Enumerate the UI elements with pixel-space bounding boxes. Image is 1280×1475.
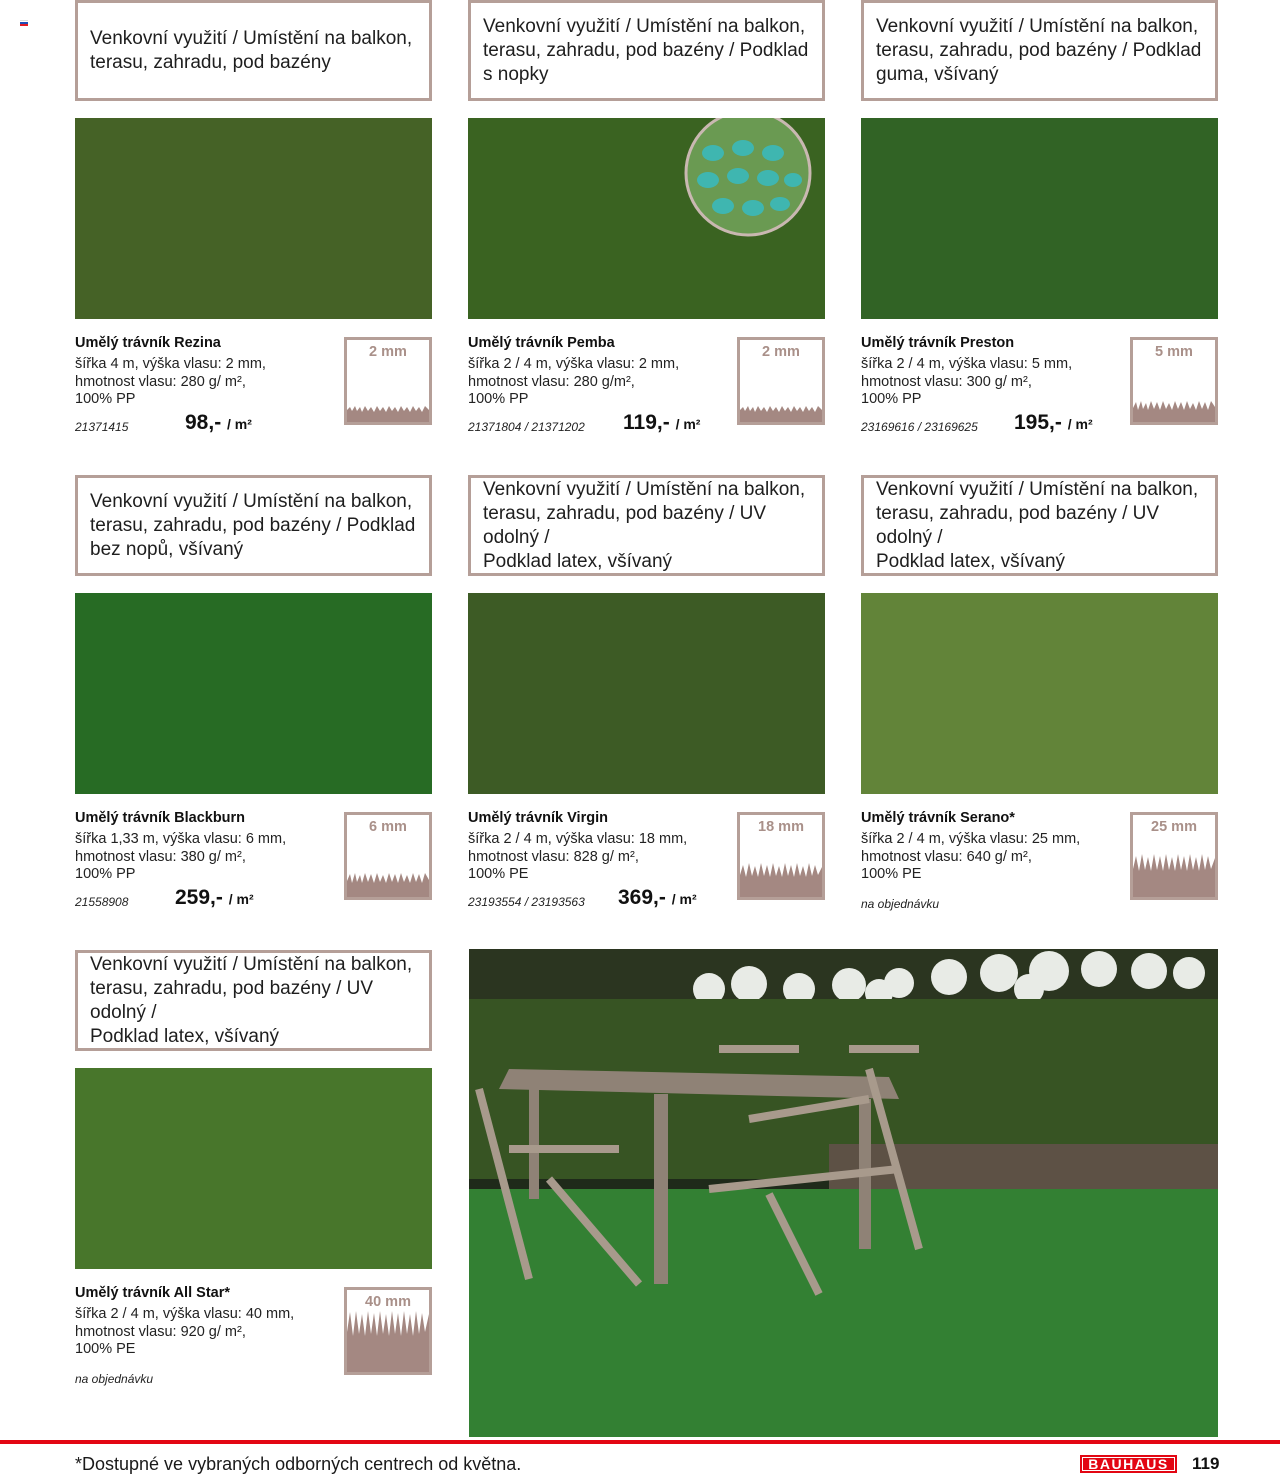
- spec-line: hmotnost vlasu: 280 g/m²,: [468, 373, 635, 390]
- usage-text: Venkovní využití / Umístění na balkon, terasu, zahradu, pod bazény / Podklad s nopky: [483, 15, 809, 85]
- bauhaus-logo: BAUHAUS: [1080, 1455, 1177, 1473]
- usage-box: [468, 0, 825, 101]
- product-price: [1014, 411, 1093, 435]
- pile-height-label: 40 mm: [365, 1294, 411, 1310]
- pile-height-label: 2 mm: [762, 344, 800, 360]
- spec-line: hmotnost vlasu: 828 g/ m²,: [468, 848, 639, 865]
- usage-text: Venkovní využití / Umístění na balkon, terasu, zahradu, pod bazény / UV odolný / Podklad latex, všívaný: [90, 953, 413, 1047]
- usage-text: Venkovní využití / Umístění na balkon, terasu, zahradu, pod bazény / Podklad guma, všívaný: [876, 15, 1202, 85]
- pile-height-box: [344, 812, 432, 900]
- product-code: 21371804 / 21371202: [468, 420, 585, 434]
- footnote: *Dostupné ve vybraných odborných centrech od května.: [75, 1454, 522, 1474]
- product-card-preston: [861, 0, 1218, 440]
- product-name: Umělý trávník Virgin: [468, 810, 608, 826]
- price-unit: / m²: [1067, 416, 1093, 432]
- price-value: 98,-: [185, 411, 222, 434]
- usage-box: [468, 475, 825, 576]
- product-specs: [468, 356, 679, 409]
- grass-height-icon: [1133, 398, 1215, 422]
- product-price: [618, 886, 697, 910]
- product-name: Umělý trávník Preston: [861, 335, 1015, 351]
- product-price: [185, 411, 252, 435]
- product-specs: [861, 831, 1080, 884]
- usage-text: Venkovní využití / Umístění na balkon, terasu, zahradu, pod bazény / UV odolný / Podklad latex, všívaný: [876, 478, 1199, 572]
- pile-height-label: 6 mm: [369, 819, 407, 835]
- order-note: na objednávku: [75, 1372, 154, 1386]
- spec-line: hmotnost vlasu: 640 g/ m²,: [861, 848, 1032, 865]
- pile-height-box: [737, 812, 825, 900]
- pile-height-box: [1130, 812, 1218, 900]
- spec-line: šířka 2 / 4 m, výška vlasu: 2 mm,: [468, 356, 680, 372]
- price-value: 195,-: [1014, 411, 1062, 434]
- pile-height-box: [344, 337, 432, 425]
- price-value: 369,-: [618, 886, 666, 909]
- product-specs: [75, 831, 286, 884]
- grass-swatch: [75, 118, 432, 319]
- grass-height-icon: [347, 871, 429, 897]
- usage-box: [75, 950, 432, 1051]
- spec-line: 100% PE: [75, 1341, 136, 1357]
- grass-height-icon: [347, 1310, 429, 1372]
- pile-height-box: [737, 337, 825, 425]
- product-card-pemba: [468, 0, 825, 440]
- price-unit: / m²: [228, 891, 254, 907]
- price-unit: / m²: [227, 416, 252, 432]
- grass-height-icon: [347, 402, 429, 422]
- product-specs: [861, 356, 1072, 409]
- usage-text: Venkovní využití / Umístění na balkon, terasu, zahradu, pod bazény / UV odolný / Podklad latex, všívaný: [483, 478, 806, 572]
- price-unit: / m²: [675, 416, 701, 432]
- spec-line: hmotnost vlasu: 280 g/ m²,: [75, 373, 246, 390]
- usage-text: Venkovní využití / Umístění na balkon, terasu, zahradu, pod bazény: [90, 27, 413, 73]
- grass-swatch: [75, 1068, 432, 1269]
- spec-line: šířka 2 / 4 m, výška vlasu: 5 mm,: [861, 356, 1073, 372]
- product-code: 21371415: [75, 420, 129, 434]
- product-card-virgin: [468, 475, 825, 915]
- spec-line: šířka 1,33 m, výška vlasu: 6 mm,: [75, 831, 287, 847]
- spec-line: šířka 2 / 4 m, výška vlasu: 40 mm,: [75, 1306, 295, 1322]
- product-price: [175, 886, 254, 910]
- pile-height-label: 25 mm: [1151, 819, 1197, 835]
- price-unit: / m²: [671, 891, 697, 907]
- usage-box: [75, 0, 432, 101]
- product-name: Umělý trávník Blackburn: [75, 810, 246, 826]
- product-card-rezina: [75, 0, 432, 440]
- spec-line: šířka 4 m, výška vlasu: 2 mm,: [75, 356, 266, 372]
- product-card-serano: [861, 475, 1218, 915]
- grass-swatch: [861, 593, 1218, 794]
- product-price: [623, 411, 700, 435]
- pile-height-box: [1130, 337, 1218, 425]
- pile-height-label: 5 mm: [1155, 344, 1193, 360]
- product-specs: [468, 831, 687, 884]
- product-specs: [75, 356, 266, 409]
- product-name: Umělý trávník Serano*: [861, 810, 1015, 826]
- grass-swatch: [75, 593, 432, 794]
- footer-divider: [0, 1440, 1280, 1444]
- product-code: 23193554 / 23193563: [468, 895, 585, 909]
- pile-height-label: 2 mm: [369, 344, 407, 360]
- spec-line: šířka 2 / 4 m, výška vlasu: 25 mm,: [861, 831, 1081, 847]
- product-name: Umělý trávník All Star*: [75, 1285, 230, 1301]
- usage-box: [75, 475, 432, 576]
- spec-line: 100% PP: [861, 391, 922, 407]
- spec-line: hmotnost vlasu: 380 g/ m²,: [75, 848, 246, 865]
- spec-line: hmotnost vlasu: 920 g/ m²,: [75, 1323, 246, 1340]
- product-card-blackburn: [75, 475, 432, 915]
- spec-line: 100% PP: [468, 391, 529, 407]
- spec-line: 100% PE: [861, 866, 922, 882]
- spec-line: šířka 2 / 4 m, výška vlasu: 18 mm,: [468, 831, 688, 847]
- usage-box: [861, 0, 1218, 101]
- page-number: 119: [1192, 1454, 1220, 1473]
- grass-swatch: [468, 593, 825, 794]
- product-name: Umělý trávník Rezina: [75, 335, 221, 351]
- spec-line: hmotnost vlasu: 300 g/ m²,: [861, 373, 1032, 390]
- price-value: 259,-: [175, 886, 223, 909]
- grass-height-icon: [740, 402, 822, 422]
- product-name: Umělý trávník Pemba: [468, 335, 615, 351]
- usage-box: [861, 475, 1218, 576]
- product-card-all-star: [75, 950, 432, 1390]
- grass-swatch: [468, 118, 825, 319]
- spec-line: 100% PP: [75, 391, 136, 407]
- spec-line: 100% PP: [75, 866, 136, 882]
- grass-swatch: [861, 118, 1218, 319]
- price-value: 119,-: [623, 411, 670, 434]
- product-code: 21558908: [75, 895, 129, 909]
- product-code: 23169616 / 23169625: [861, 420, 978, 434]
- flag-icon: [20, 20, 28, 26]
- spec-line: 100% PE: [468, 866, 529, 882]
- grass-height-icon: [740, 861, 822, 897]
- grass-height-icon: [1133, 853, 1215, 897]
- order-note: na objednávku: [861, 897, 940, 911]
- pile-height-box: [344, 1287, 432, 1375]
- usage-text: Venkovní využití / Umístění na balkon, terasu, zahradu, pod bazény / Podklad bez nopů, všívaný: [90, 490, 416, 560]
- garden-photo: [469, 949, 1218, 1437]
- pile-height-label: 18 mm: [758, 819, 804, 835]
- product-specs: [75, 1306, 294, 1359]
